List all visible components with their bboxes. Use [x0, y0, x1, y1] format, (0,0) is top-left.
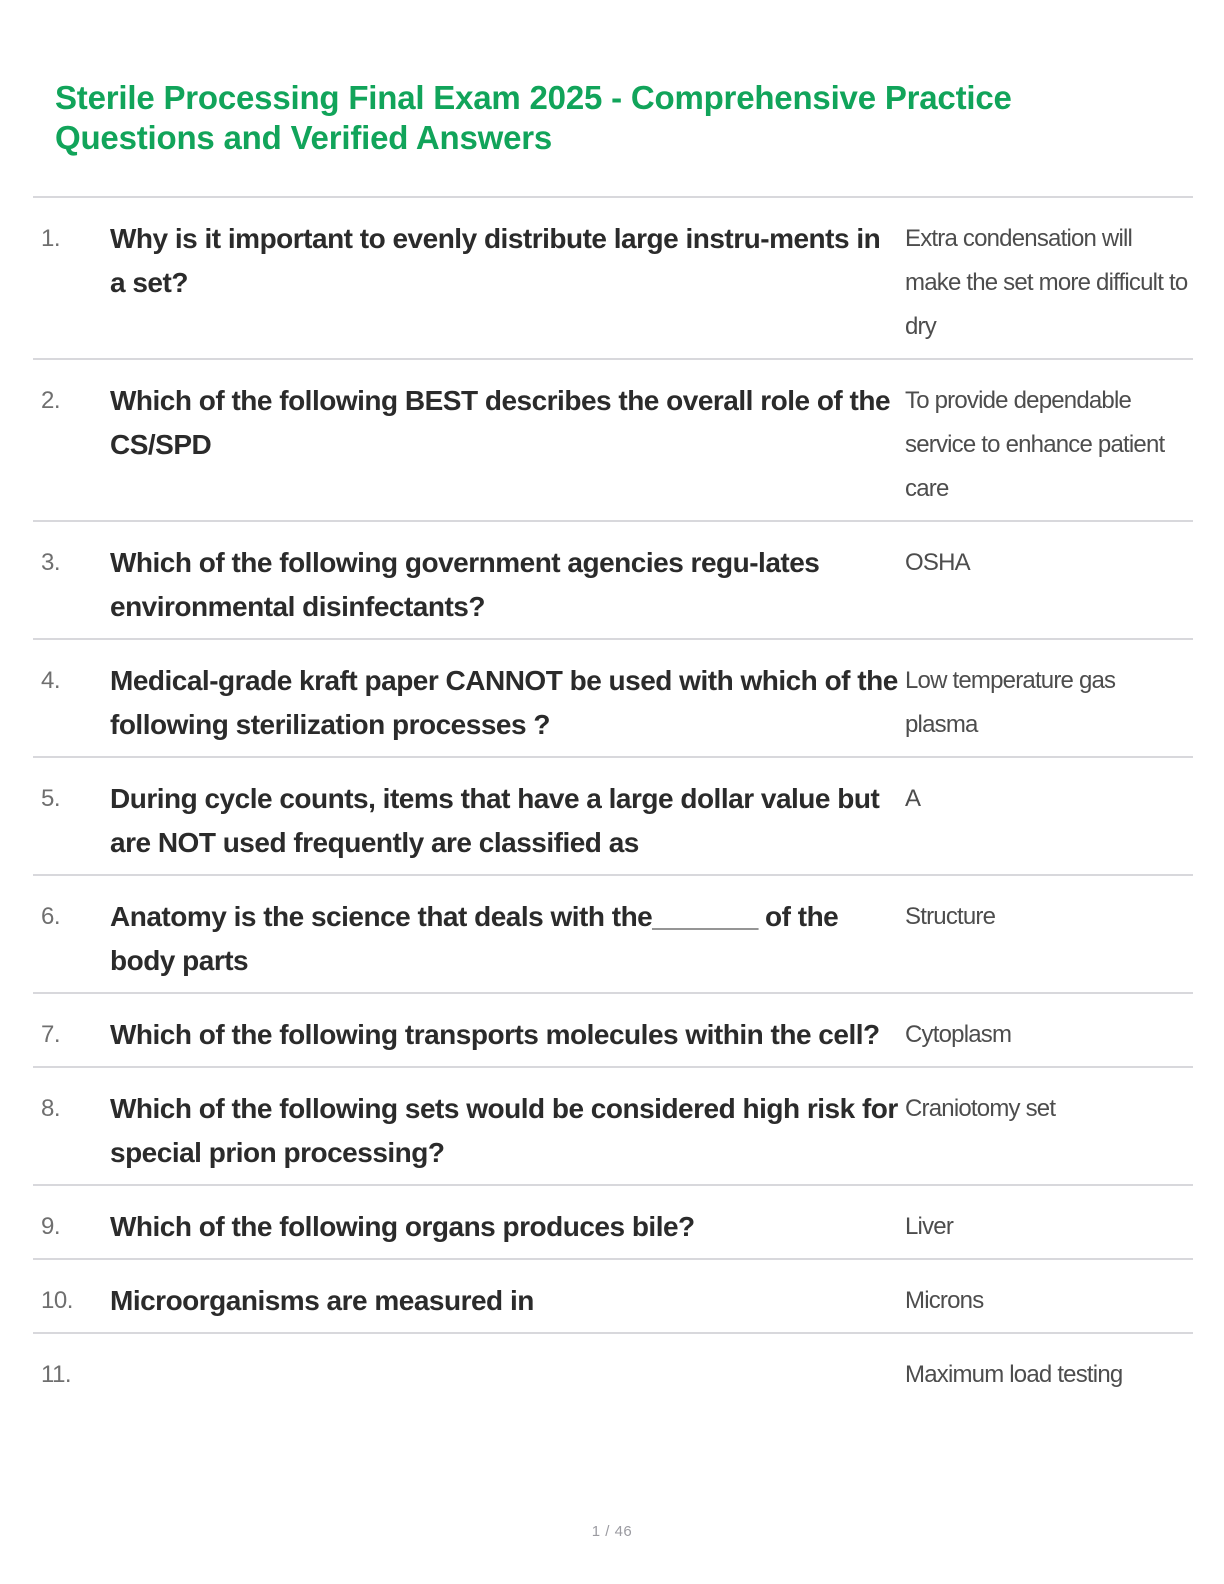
- answer-text: Craniotomy set: [905, 1095, 1056, 1122]
- answer-text: Liver: [905, 1213, 954, 1240]
- question-text: Which of the following sets would be considered high risk for special prion processing?: [110, 1093, 898, 1168]
- qa-row: [33, 1332, 1193, 1406]
- question-text: Which of the following transports molecules within the cell?: [110, 1019, 880, 1050]
- answer-text: Cytoplasm: [905, 1021, 1012, 1048]
- question-text: During cycle counts, items that have a large dollar value but are NOT used frequently are classified as: [110, 783, 880, 858]
- answer-text: To provide dependable service to enhance patient care: [905, 387, 1165, 502]
- question-number: 5.: [41, 785, 61, 812]
- qa-row: [33, 196, 1193, 358]
- qa-row: [33, 1184, 1193, 1258]
- page-number-indicator: 1 / 46: [591, 1523, 633, 1540]
- qa-row: [33, 1258, 1193, 1332]
- question-number: 2.: [41, 387, 61, 414]
- page-title: Sterile Processing Final Exam 2025 - Comprehensive Practice Questions and Verified Answers: [55, 79, 1012, 157]
- qa-row: [33, 992, 1193, 1066]
- answer-text: Extra condensation will make the set more difficult to dry: [905, 225, 1188, 340]
- answer-text: Microns: [905, 1287, 984, 1314]
- qa-row: [33, 638, 1193, 756]
- question-text: Which of the following government agencies regu-lates environmental disinfectants?: [110, 547, 820, 622]
- question-text: Why is it important to evenly distribute large instru-ments in a set?: [110, 223, 881, 298]
- question-number: 9.: [41, 1213, 61, 1240]
- answer-text: Low temperature gas plasma: [905, 667, 1116, 738]
- answer-text: Maximum load testing: [905, 1361, 1123, 1388]
- question-text: Which of the following organs produces bile?: [110, 1211, 695, 1242]
- question-number: 3.: [41, 549, 61, 576]
- question-number: 7.: [41, 1021, 61, 1048]
- qa-row: [33, 874, 1193, 992]
- qa-row: [33, 358, 1193, 520]
- qa-row: [33, 520, 1193, 638]
- question-text: Which of the following BEST describes the overall role of the CS/SPD: [110, 385, 891, 460]
- qa-row: [33, 756, 1193, 874]
- question-number: 11.: [41, 1361, 72, 1388]
- answer-text: OSHA: [905, 549, 970, 576]
- answer-text: A: [905, 785, 921, 812]
- question-text: Medical-grade kraft paper CANNOT be used with which of the following sterilization processes ?: [110, 665, 898, 740]
- answer-text: Structure: [905, 903, 996, 930]
- question-text: Anatomy is the science that deals with the_______ of the body parts: [110, 901, 839, 976]
- question-number: 6.: [41, 903, 61, 930]
- qa-table: [33, 196, 1193, 1406]
- qa-row: [33, 1066, 1193, 1184]
- question-number: 1.: [41, 225, 61, 252]
- question-number: 10.: [41, 1287, 73, 1314]
- question-number: 4.: [41, 667, 61, 694]
- question-number: 8.: [41, 1095, 61, 1122]
- question-text: Microorganisms are measured in: [110, 1285, 534, 1316]
